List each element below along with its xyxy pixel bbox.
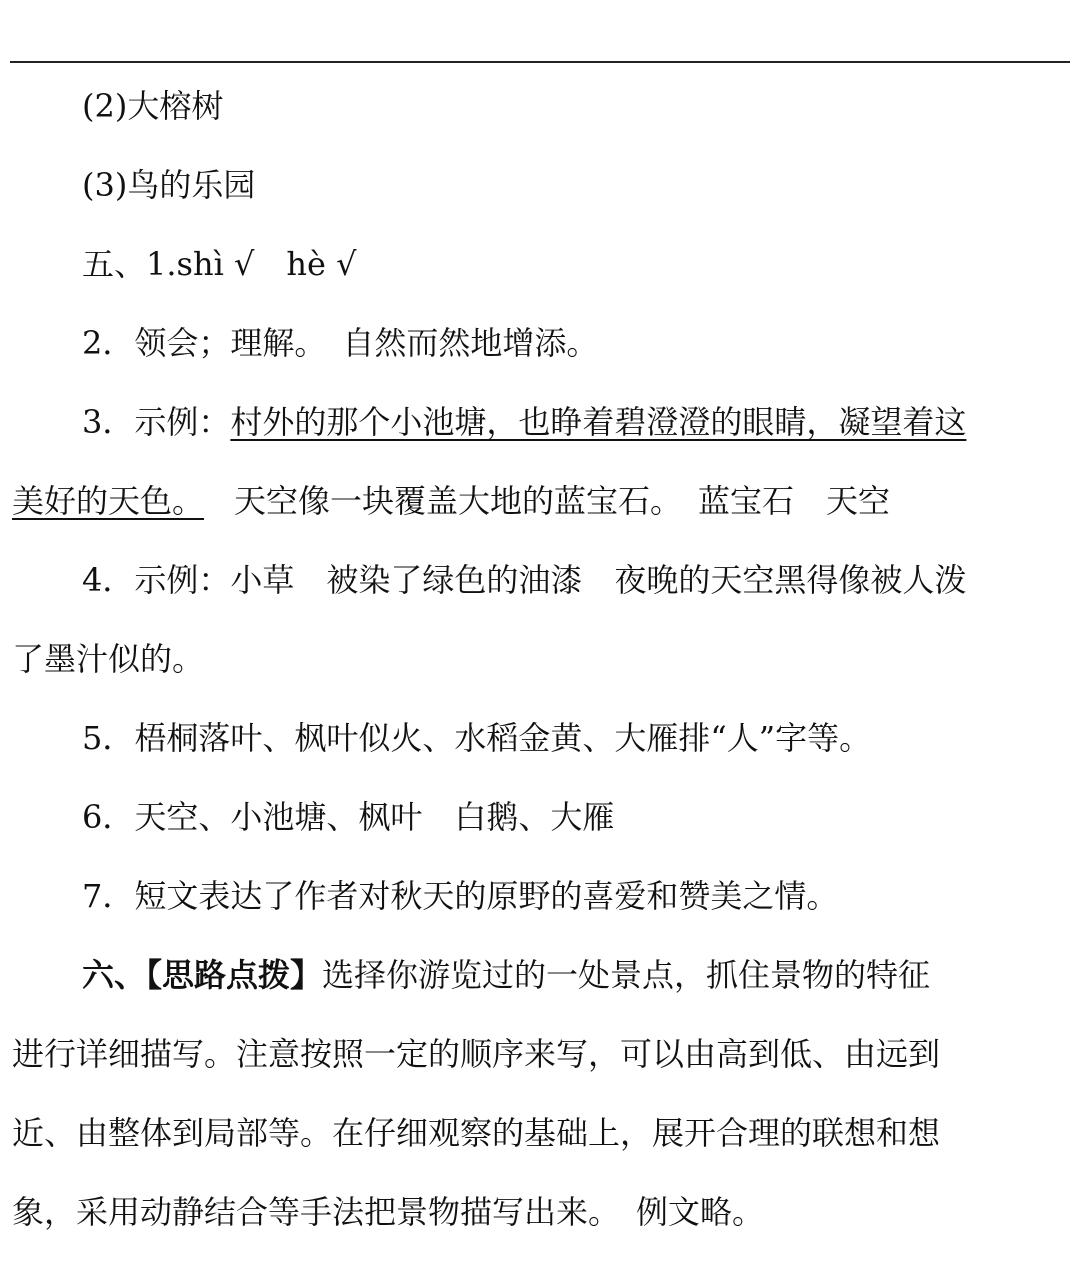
hint-label: 六、【思路点拨】: [82, 956, 323, 994]
answer-text: 6．天空、小池塘、枫叶 白鹅、大雁: [82, 798, 615, 836]
section-six-cont-2: [12, 1113, 940, 1153]
section-six: [82, 955, 930, 995]
section-five-q1: [82, 244, 356, 284]
section-five-q2: [82, 323, 598, 363]
answer-text: 7．短文表达了作者对秋天的原野的喜爱和赞美之情。: [82, 877, 839, 915]
answer-text: 5．梧桐落叶、枫叶似火、水稻金黄、大雁排“人”字等。: [82, 719, 872, 757]
answer-text: 五、1.shì √ hè √: [82, 245, 357, 283]
answer-text: (3)鸟的乐园: [82, 166, 256, 204]
answer-text: 2．领会；理解。 自然而然地增添。: [82, 324, 599, 362]
section-six-cont-3: [12, 1192, 764, 1232]
answer-text: 近、由整体到局部等。在仔细观察的基础上，展开合理的联想和想: [12, 1114, 941, 1152]
section-five-q7: [82, 876, 838, 916]
answer-text: 象，采用动静结合等手法把景物描写出来。 例文略。: [12, 1193, 765, 1231]
section-five-q3: [82, 402, 966, 442]
underlined-example: 村外的那个小池塘，也睁着碧澄澄的眼睛，凝望着这: [230, 403, 967, 441]
top-rule: [10, 61, 1070, 63]
answer-text: 4．示例：小草 被染了绿色的油漆 夜晚的天空黑得像被人泼: [82, 561, 967, 599]
answer-text: 进行详细描写。注意按照一定的顺序来写，可以由高到低、由远到: [12, 1035, 941, 1073]
answer-text: (2)大榕树: [82, 87, 224, 125]
underlined-example-end: 美好的天色。: [12, 482, 205, 520]
answer-label: 3．示例：: [82, 403, 231, 441]
section-five-q5: [82, 718, 871, 758]
answer-text: 天空像一块覆盖大地的蓝宝石。 蓝宝石 天空: [234, 482, 891, 520]
section-five-q3-cont: [12, 481, 890, 521]
section-six-cont-1: [12, 1034, 940, 1074]
section-five-q4: [82, 560, 966, 600]
section-five-q6: [82, 797, 614, 837]
section-five-q4-cont: [12, 639, 204, 679]
answer-line-3: [82, 165, 255, 205]
answer-text: 选择你游览过的一处景点，抓住景物的特征: [322, 956, 931, 994]
answer-line-2: [82, 86, 223, 126]
answer-text: 了墨汁似的。: [12, 640, 205, 678]
